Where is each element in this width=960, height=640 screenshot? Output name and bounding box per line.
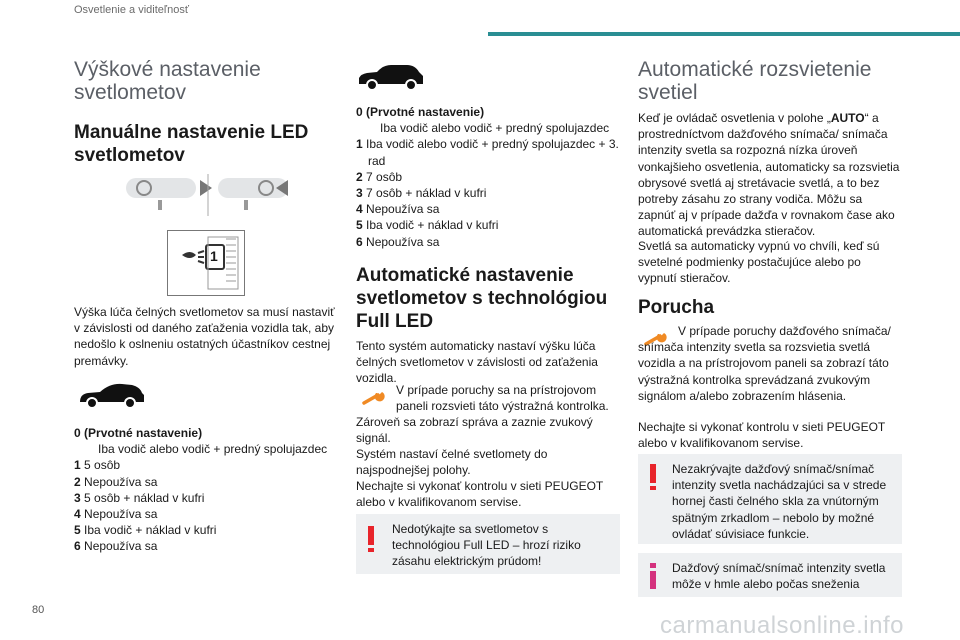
right-lamp-icon — [218, 178, 288, 210]
headlamp-icon — [182, 252, 196, 258]
watermark: carmanualsonline.info — [660, 612, 904, 639]
section-header: Osvetlenie a viditeľnosť — [74, 4, 189, 16]
info-box-rain-sensor — [638, 553, 902, 597]
col2-para1: Tento systém automaticky nastaví výšku lúča čelných svetlometov v závislosti od zaťaženia vozidla. — [356, 339, 598, 386]
list-item: 1 Iba vodič alebo vodič + predný spolujazdec + 3. rad — [356, 137, 619, 168]
list-item: 4 Nepoužíva sa — [356, 202, 440, 217]
header-accent-bar — [488, 32, 960, 36]
dial-value: 1 — [210, 248, 218, 264]
load-settings-list-5seat — [74, 425, 338, 555]
list-item: 2 Nepoužíva sa — [74, 474, 158, 489]
col2-para5: Nechajte si vykonať kontrolu v sieti PEUGEOT alebo v kvalifikovanom servise. — [356, 479, 604, 510]
warning-box-full-led — [356, 514, 620, 574]
list-item: 4 Nepoužíva sa — [74, 507, 158, 522]
suv-silhouette-icon — [356, 62, 428, 92]
col3-para4: Nechajte si vykonať kontrolu v sieti PEUGEOT alebo v kvalifikovanom servise. — [638, 420, 886, 451]
list-item: 3 7 osôb + náklad v kufri — [356, 186, 487, 201]
list-item: 6 Nepoužíva sa — [74, 539, 158, 554]
left-lamp-icon — [126, 178, 212, 210]
subtitle-porucha: Porucha — [638, 297, 715, 318]
exclamation-warning-icon — [650, 464, 656, 490]
page-number: 80 — [32, 604, 45, 616]
list-item: 1 5 osôb — [74, 458, 121, 473]
col1-paragraph: Výška lúča čelných svetlometov sa musí nastaviť v závislosti od daného zaťaženia vozidla tak, aby nedošlo k oslneniu ostatných účastníkov cestnej premávky. — [74, 305, 335, 368]
car-silhouette-icon — [76, 380, 146, 410]
list-item: 5 Iba vodič + náklad v kufri — [356, 218, 499, 233]
info-icon — [650, 563, 656, 589]
col2-para2: V prípade poruchy sa na prístrojovom paneli rozsvieti táto výstražná kontrolka. — [396, 383, 609, 414]
col3-para3: V prípade poruchy dažďového snímača/ snímača intenzity svetla sa rozsvietia svetlá vozidla a na prístrojovom paneli sa zobrazí táto výstražná kontrolka sprevádzaná zvukovým signálom a/alebo zobrazením hlásenia. — [638, 324, 891, 403]
list-item: 2 7 osôb — [356, 169, 403, 184]
list-item: 6 Nepoužíva sa — [356, 234, 440, 249]
list-item: 5 Iba vodič + náklad v kufri — [74, 523, 217, 538]
title-auto-lights: Automatické rozsvietenie svetiel — [638, 58, 872, 104]
warning-box-rain-sensor — [638, 454, 902, 544]
list-item: 3 5 osôb + náklad v kufri — [74, 490, 205, 505]
headlamp-dial — [167, 230, 245, 296]
info-text: Dažďový snímač/snímač intenzity svetla môže v hmle alebo počas sneženia — [672, 561, 886, 592]
list-item: 0 (Prvotné nastavenie) Iba vodič alebo vodič + predný spolujazdec — [74, 426, 328, 457]
exclamation-warning-icon — [368, 526, 374, 552]
col2-para3: Zároveň sa zobrazí správa a zaznie zvukový signál. — [356, 415, 593, 446]
subtitle-manual-led: Manuálne nastavenie LED svetlometov — [74, 122, 309, 166]
col3-para1: Keď je ovládač osvetlenia v polohe „AUTO“ a prostredníctvom dažďového snímača/ snímača intenzity svetla sa rozpozná nízka úroveň vonkajšieho osvetlenia, automaticky sa rozsvietia obrysové svetlá aj stretávacie svetlá, a to bez potreby zásahu zo strany vodiča. Môžu sa zapnúť aj v prípade dažďa v rovnakom čase ako automatická prevádzka stieračov. — [638, 111, 900, 239]
list-item: 0 (Prvotné nastavenie) Iba vodič alebo vodič + predný spolujazdec — [356, 105, 610, 136]
warning-text: Nezakrývajte dažďový snímač/snímač intenzity svetla nachádzajúci sa v strede hornej časti čelného skla za vnútorným spätným zrkadlom – nebolo by možné ovládať súvisiace funkcie. — [672, 462, 887, 541]
load-settings-list-7seat — [356, 104, 620, 250]
col2-para4: Systém nastaví čelné svetlomety do najspodnejšej polohy. — [356, 447, 548, 478]
col3-para2: Svetlá sa automaticky vypnú vo chvíli, keď sú svetelné podmienky postačujúce alebo po vypnutí stieračov. — [638, 239, 880, 286]
steering-lamp-diagram — [114, 172, 304, 218]
warning-text: Nedotýkajte sa svetlometov s technológiou Full LED – hrozí riziko zásahu elektrickým prúdom! — [392, 522, 581, 569]
title-auto-full-led: Automatické nastavenie svetlometov s technológiou Full LED — [356, 265, 608, 332]
wrench-warning-icon — [356, 385, 392, 411]
section-title-headlamp-height: Výškové nastavenie svetlometov — [74, 58, 261, 104]
